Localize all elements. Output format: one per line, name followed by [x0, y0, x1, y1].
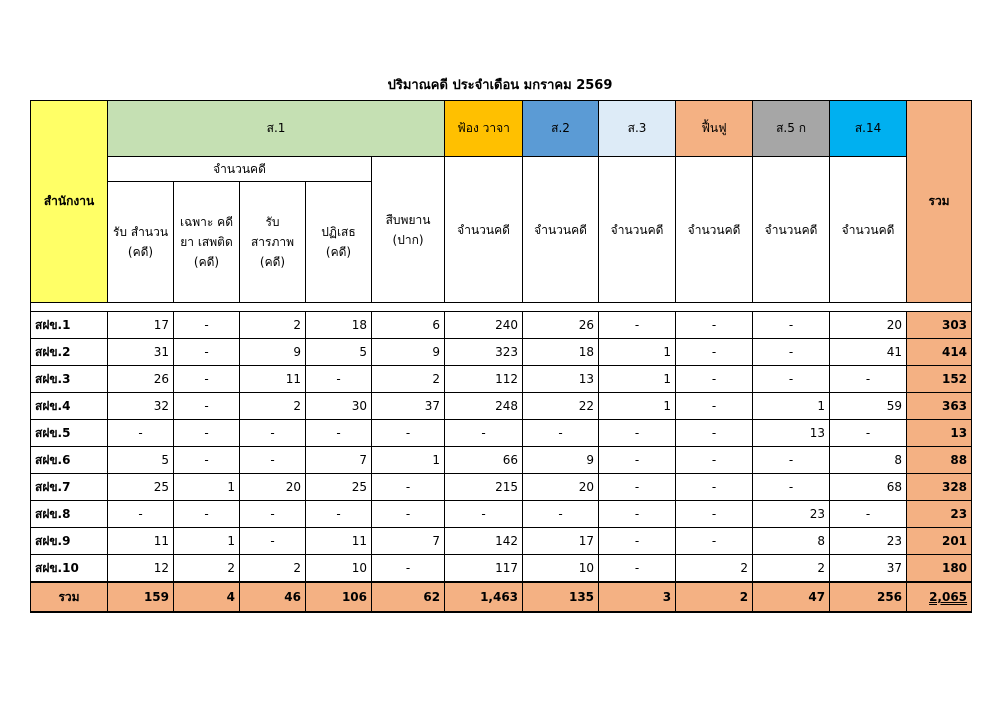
s5k-header: ส.5 ก — [753, 101, 830, 157]
value-cell: - — [753, 366, 830, 393]
value-cell: 26 — [523, 312, 599, 339]
value-cell: 215 — [445, 474, 523, 501]
value-cell: - — [676, 339, 753, 366]
value-cell: 256 — [830, 582, 907, 612]
value-cell: - — [174, 312, 240, 339]
office-cell: สฝข.10 — [31, 555, 108, 583]
value-cell: - — [445, 420, 523, 447]
value-cell: 25 — [306, 474, 372, 501]
value-cell: 5 — [306, 339, 372, 366]
total-header: รวม — [907, 101, 972, 303]
value-cell: - — [676, 312, 753, 339]
value-cell: - — [240, 420, 306, 447]
row-total-cell: 88 — [907, 447, 972, 474]
value-cell: - — [676, 420, 753, 447]
office-cell: สฝข.7 — [31, 474, 108, 501]
table-row — [31, 339, 972, 366]
value-cell: - — [599, 447, 676, 474]
value-cell: 142 — [445, 528, 523, 555]
value-cell: 20 — [523, 474, 599, 501]
table-row — [31, 312, 972, 339]
value-cell: - — [830, 501, 907, 528]
row-total-cell: 201 — [907, 528, 972, 555]
value-cell: 248 — [445, 393, 523, 420]
value-cell: 17 — [523, 528, 599, 555]
value-cell: 13 — [523, 366, 599, 393]
value-cell: - — [599, 312, 676, 339]
value-cell: - — [240, 528, 306, 555]
value-cell: 3 — [599, 582, 676, 612]
grand-total-value: 2,065 — [929, 590, 968, 604]
office-header: สำนักงาน — [31, 101, 108, 303]
value-cell: - — [445, 501, 523, 528]
value-cell: - — [523, 420, 599, 447]
value-cell: - — [830, 420, 907, 447]
value-cell: - — [372, 474, 445, 501]
s5k-case-count: จำนวนคดี — [753, 157, 830, 303]
office-cell: สฝข.8 — [31, 501, 108, 528]
table-row — [31, 420, 972, 447]
value-cell: - — [240, 447, 306, 474]
value-cell: 1 — [174, 474, 240, 501]
case-volume-table — [30, 100, 972, 613]
value-cell: - — [676, 474, 753, 501]
row-total-cell: 363 — [907, 393, 972, 420]
table-row — [31, 393, 972, 420]
s1-col-drug: เฉพาะ คดียา เสพติด (คดี) — [174, 182, 240, 303]
value-cell: 17 — [108, 312, 174, 339]
value-cell: 5 — [108, 447, 174, 474]
value-cell: 106 — [306, 582, 372, 612]
s1-col-confess: รับ สารภาพ (คดี) — [240, 182, 306, 303]
value-cell: - — [830, 366, 907, 393]
value-cell: 31 — [108, 339, 174, 366]
value-cell: 2 — [676, 582, 753, 612]
value-cell: 1 — [174, 528, 240, 555]
value-cell: 135 — [523, 582, 599, 612]
value-cell: 10 — [523, 555, 599, 583]
value-cell: 4 — [174, 582, 240, 612]
value-cell: - — [599, 555, 676, 583]
value-cell: 2 — [372, 366, 445, 393]
value-cell: 68 — [830, 474, 907, 501]
value-cell: 10 — [306, 555, 372, 583]
value-cell: - — [108, 420, 174, 447]
value-cell: 1 — [372, 447, 445, 474]
row-total-cell: 23 — [907, 501, 972, 528]
value-cell: 11 — [108, 528, 174, 555]
value-cell: - — [372, 555, 445, 583]
page-title: ปริมาณคดี ประจำเดือน มกราคม 2569 — [387, 78, 613, 93]
row-total-cell: 152 — [907, 366, 972, 393]
office-cell: รวม — [31, 582, 108, 612]
value-cell: 20 — [830, 312, 907, 339]
value-cell: 2 — [676, 555, 753, 583]
value-cell: 26 — [108, 366, 174, 393]
s14-header: ส.14 — [830, 101, 907, 157]
value-cell: 9 — [523, 447, 599, 474]
value-cell: 59 — [830, 393, 907, 420]
row-total-cell: 328 — [907, 474, 972, 501]
value-cell: 37 — [372, 393, 445, 420]
value-cell: 7 — [372, 528, 445, 555]
s1-col-witness: สืบพยาน (ปาก) — [372, 157, 445, 303]
s2-case-count: จำนวนคดี — [523, 157, 599, 303]
s1-case-count-header: จำนวนคดี — [108, 157, 372, 182]
value-cell: 22 — [523, 393, 599, 420]
value-cell: 240 — [445, 312, 523, 339]
value-cell: 2 — [174, 555, 240, 583]
row-total-cell: 414 — [907, 339, 972, 366]
fuenfu-case-count: จำนวนคดี — [676, 157, 753, 303]
table-row — [31, 555, 972, 583]
office-cell: สฝข.4 — [31, 393, 108, 420]
table-row — [31, 447, 972, 474]
value-cell: - — [676, 366, 753, 393]
value-cell: - — [676, 393, 753, 420]
value-cell: - — [599, 501, 676, 528]
value-cell: 159 — [108, 582, 174, 612]
table-row — [31, 501, 972, 528]
value-cell: 62 — [372, 582, 445, 612]
office-cell: สฝข.1 — [31, 312, 108, 339]
value-cell: 1,463 — [445, 582, 523, 612]
s1-header: ส.1 — [108, 101, 445, 157]
value-cell: 9 — [372, 339, 445, 366]
value-cell: 41 — [830, 339, 907, 366]
phong-header: ฟ้อง วาจา — [445, 101, 523, 157]
row-total-cell: 180 — [907, 555, 972, 583]
sum-row — [31, 582, 972, 612]
value-cell: 9 — [240, 339, 306, 366]
value-cell: - — [599, 528, 676, 555]
table-row — [31, 528, 972, 555]
value-cell: 46 — [240, 582, 306, 612]
value-cell: 1 — [599, 393, 676, 420]
value-cell: - — [753, 339, 830, 366]
value-cell: - — [174, 501, 240, 528]
value-cell: - — [676, 501, 753, 528]
value-cell: - — [306, 420, 372, 447]
value-cell: - — [523, 501, 599, 528]
value-cell: 47 — [753, 582, 830, 612]
s3-header: ส.3 — [599, 101, 676, 157]
s1-col-deny: ปฏิเสธ (คดี) — [306, 182, 372, 303]
office-cell: สฝข.6 — [31, 447, 108, 474]
s14-case-count: จำนวนคดี — [830, 157, 907, 303]
value-cell: - — [174, 393, 240, 420]
grand-total-cell — [907, 582, 972, 612]
value-cell: 7 — [306, 447, 372, 474]
value-cell: - — [174, 447, 240, 474]
value-cell: - — [372, 420, 445, 447]
value-cell: 1 — [599, 339, 676, 366]
value-cell: 11 — [306, 528, 372, 555]
value-cell: - — [676, 447, 753, 474]
row-total-cell: 303 — [907, 312, 972, 339]
value-cell: 25 — [108, 474, 174, 501]
value-cell: - — [174, 339, 240, 366]
value-cell: 1 — [599, 366, 676, 393]
office-cell: สฝข.3 — [31, 366, 108, 393]
value-cell: 112 — [445, 366, 523, 393]
fuenfu-header: ฟื้นฟู — [676, 101, 753, 157]
value-cell: 23 — [753, 501, 830, 528]
value-cell: 20 — [240, 474, 306, 501]
value-cell: 8 — [753, 528, 830, 555]
table-row — [31, 474, 972, 501]
value-cell: - — [753, 447, 830, 474]
value-cell: - — [174, 420, 240, 447]
value-cell: - — [676, 528, 753, 555]
value-cell: 2 — [240, 312, 306, 339]
value-cell: 23 — [830, 528, 907, 555]
value-cell: 30 — [306, 393, 372, 420]
office-cell: สฝข.9 — [31, 528, 108, 555]
value-cell: 2 — [240, 555, 306, 583]
value-cell: 13 — [753, 420, 830, 447]
value-cell: 2 — [240, 393, 306, 420]
value-cell: 1 — [753, 393, 830, 420]
value-cell: - — [306, 366, 372, 393]
office-cell: สฝข.5 — [31, 420, 108, 447]
value-cell: - — [599, 474, 676, 501]
phong-case-count: จำนวนคดี — [445, 157, 523, 303]
value-cell: 6 — [372, 312, 445, 339]
value-cell: 12 — [108, 555, 174, 583]
value-cell: 8 — [830, 447, 907, 474]
value-cell: 32 — [108, 393, 174, 420]
value-cell: 37 — [830, 555, 907, 583]
s3-case-count: จำนวนคดี — [599, 157, 676, 303]
value-cell: - — [306, 501, 372, 528]
value-cell: - — [753, 312, 830, 339]
s1-col-received: รับ สำนวน (คดี) — [108, 182, 174, 303]
table-row — [31, 366, 972, 393]
value-cell: - — [372, 501, 445, 528]
row-total-cell: 13 — [907, 420, 972, 447]
value-cell: 323 — [445, 339, 523, 366]
value-cell: - — [753, 474, 830, 501]
value-cell: 66 — [445, 447, 523, 474]
s2-header: ส.2 — [523, 101, 599, 157]
value-cell: 11 — [240, 366, 306, 393]
value-cell: 18 — [306, 312, 372, 339]
value-cell: 18 — [523, 339, 599, 366]
value-cell: - — [240, 501, 306, 528]
office-cell: สฝข.2 — [31, 339, 108, 366]
value-cell: 117 — [445, 555, 523, 583]
value-cell: - — [174, 366, 240, 393]
value-cell: 2 — [753, 555, 830, 583]
value-cell: - — [599, 420, 676, 447]
value-cell: - — [108, 501, 174, 528]
